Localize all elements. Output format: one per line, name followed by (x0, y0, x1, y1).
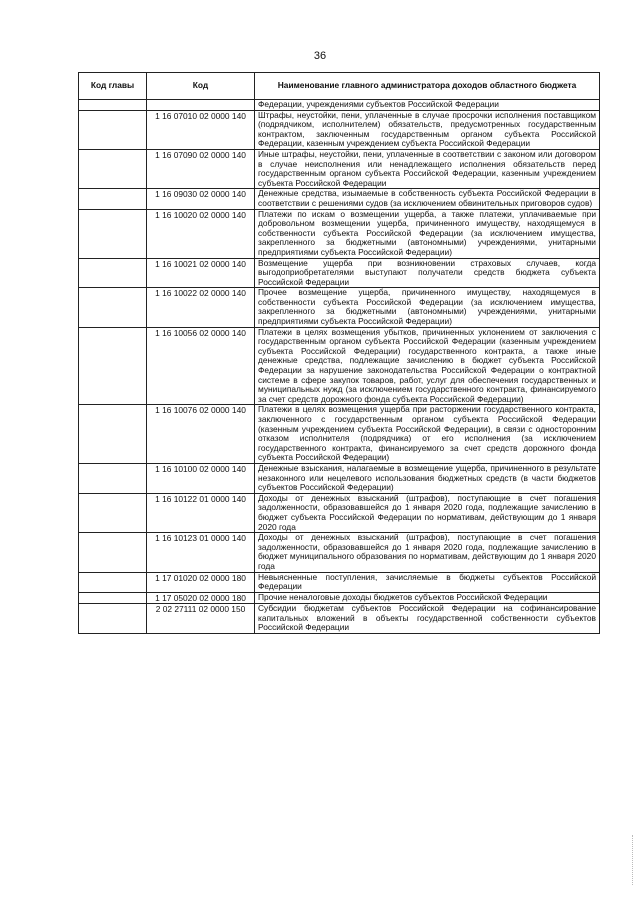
chapter-code-cell (79, 405, 147, 464)
chapter-code-cell (79, 110, 147, 149)
table-row (79, 572, 600, 592)
revenue-administrators-table (78, 72, 600, 634)
table-row (79, 533, 600, 572)
code-cell: 1 16 10122 01 0000 140 (147, 493, 255, 532)
chapter-code-cell (79, 592, 147, 604)
code-cell: 1 16 10076 02 0000 140 (147, 405, 255, 464)
name-cell: Невыясненные поступления, зачисляемые в бюджеты субъектов Российской Федерации (255, 572, 600, 592)
chapter-code-cell (79, 189, 147, 209)
code-cell: 1 16 10056 02 0000 140 (147, 327, 255, 405)
table-row (79, 189, 600, 209)
chapter-code-cell (79, 604, 147, 634)
name-cell: Денежные средства, изымаемые в собственность субъекта Российской Федерации в соответствии с решениями судов (за исключением обвинительных приговоров судов) (255, 189, 600, 209)
name-cell: Прочие неналоговые доходы бюджетов субъектов Российской Федерации (255, 592, 600, 604)
code-cell: 1 16 10100 02 0000 140 (147, 463, 255, 493)
table-row (79, 288, 600, 327)
table-row (79, 493, 600, 532)
name-cell: Прочее возмещение ущерба, причиненного имуществу, находящемуся в собственности субъекта Российской Федерации (за исключением имущества, закрепленного за бюджетными (автономными) учреждениями, унитарными предприятиями субъекта Российской Федерации) (255, 288, 600, 327)
table-row (79, 149, 600, 188)
table-row (79, 110, 600, 149)
table-row (79, 604, 600, 634)
code-cell: 1 17 05020 02 0000 180 (147, 592, 255, 604)
code-cell: 1 16 10020 02 0000 140 (147, 209, 255, 258)
chapter-code-cell (79, 327, 147, 405)
name-cell: Штрафы, неустойки, пени, уплаченные в случае просрочки исполнения поставщиком (подрядчиком, исполнителем) обязательств, предусмотренных государственным контрактом, заключенным государственным органом субъекта Российской Федерации, казенным учреждением субъекта Российской Федерации (255, 110, 600, 149)
chapter-code-cell (79, 572, 147, 592)
code-cell: 1 17 01020 02 0000 180 (147, 572, 255, 592)
chapter-code-cell (79, 463, 147, 493)
chapter-code-cell (79, 288, 147, 327)
name-cell: Платежи в целях возмещения убытков, причиненных уклонением от заключения с государственным органом субъекта Российской Федерации (казенным учреждением субъекта Российской Федерации) государственного контракта, а также иные денежные средства, подлежащие зачислению в бюджет субъекта Российской Федерации за нарушение законодательства Российской Федерации о контрактной системе в сфере закупок товаров, работ, услуг для обеспечения государственных и муниципальных нужд (за исключением государственного контракта, финансируемого за счет средств дорожного фонда субъекта Российской Федерации) (255, 327, 600, 405)
chapter-code-cell (79, 493, 147, 532)
table-row (79, 592, 600, 604)
name-cell: Федерации, учреждениями субъектов Российской Федерации (255, 100, 600, 111)
name-cell: Иные штрафы, неустойки, пени, уплаченные в соответствии с законом или договором в случае неисполнения или ненадлежащего исполнения обязательств перед государственным органом субъекта Российской Федерации, казенным учреждением субъекта Российской Федерации (255, 149, 600, 188)
chapter-code-cell (79, 258, 147, 288)
table-row (79, 209, 600, 258)
name-cell: Денежные взыскания, налагаемые в возмещение ущерба, причиненного в результате незаконного или нецелевого использования бюджетных средств (в части бюджетов субъектов Российской Федерации) (255, 463, 600, 493)
chapter-code-cell (79, 533, 147, 572)
chapter-code-cell (79, 100, 147, 111)
table-row (79, 327, 600, 405)
header-name: Наименование главного администратора доходов областного бюджета (255, 73, 600, 100)
code-cell: 1 16 10021 02 0000 140 (147, 258, 255, 288)
header-chapter-code: Код главы (79, 73, 147, 100)
code-cell: 1 16 10022 02 0000 140 (147, 288, 255, 327)
table-row (79, 258, 600, 288)
code-cell: 1 16 10123 01 0000 140 (147, 533, 255, 572)
chapter-code-cell (79, 149, 147, 188)
code-cell (147, 100, 255, 111)
margin-mark (632, 835, 634, 885)
code-cell: 1 16 07090 02 0000 140 (147, 149, 255, 188)
page-number: 36 (313, 50, 327, 62)
table-row (79, 100, 600, 111)
code-cell: 2 02 27111 02 0000 150 (147, 604, 255, 634)
code-cell: 1 16 07010 02 0000 140 (147, 110, 255, 149)
name-cell: Платежи в целях возмещения ущерба при расторжении государственного контракта, заключенного с государственным органом субъекта Российской Федерации (казенным учреждением субъекта Российской Федерации), в связи с односторонним отказом исполнителя (подрядчика) от его исполнения (за исключением государственного контракта, финансируемого за счет средств дорожного фонда субъекта Российской Федерации) (255, 405, 600, 464)
name-cell: Доходы от денежных взысканий (штрафов), поступающие в счет погашения задолженности, образовавшейся до 1 января 2020 года, подлежащие зачислению в бюджет муниципального образования по нормативам, действующим до 1 января 2020 года (255, 533, 600, 572)
name-cell: Возмещение ущерба при возникновении страховых случаев, когда выгодоприобретателями выступают получатели средств бюджета субъекта Российской Федерации (255, 258, 600, 288)
chapter-code-cell (79, 209, 147, 258)
table-header-row (79, 73, 600, 100)
header-code: Код (147, 73, 255, 100)
name-cell: Доходы от денежных взысканий (штрафов), поступающие в счет погашения задолженности, образовавшейся до 1 января 2020 года, подлежащие зачислению в бюджет субъекта Российской Федерации по нормативам, действующим до 1 января 2020 года (255, 493, 600, 532)
table-row (79, 463, 600, 493)
table-row (79, 405, 600, 464)
name-cell: Платежи по искам о возмещении ущерба, а также платежи, уплачиваемые при добровольном возмещении ущерба, причиненного имуществу, находящемуся в собственности субъекта Российской Федерации (за исключением имущества, закрепленного за бюджетными (автономными) учреждениями, унитарными предприятиями субъекта Российской Федерации) (255, 209, 600, 258)
code-cell: 1 16 09030 02 0000 140 (147, 189, 255, 209)
name-cell: Субсидии бюджетам субъектов Российской Федерации на софинансирование капитальных вложений в объекты государственной собственности субъектов Российской Федерации (255, 604, 600, 634)
